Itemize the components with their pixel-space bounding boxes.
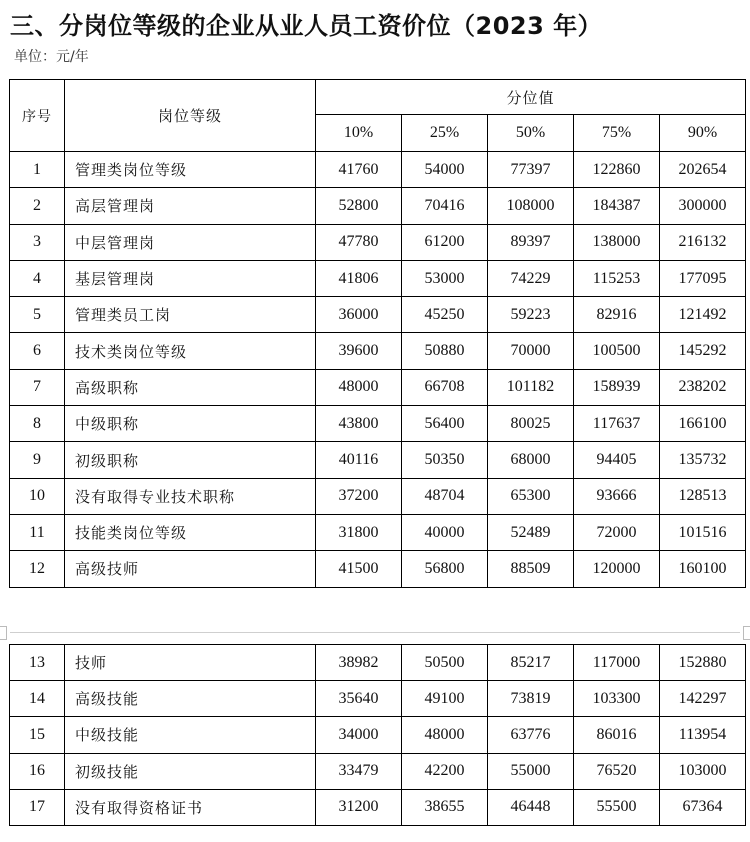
row-index: 5 bbox=[10, 297, 65, 333]
row-value-p25: 66708 bbox=[402, 369, 488, 405]
row-value-p10: 37200 bbox=[316, 478, 402, 514]
row-index: 8 bbox=[10, 406, 65, 442]
row-value-p90: 238202 bbox=[660, 369, 746, 405]
row-position-level: 中级职称 bbox=[65, 406, 316, 442]
row-value-p25: 38655 bbox=[402, 789, 488, 825]
row-index: 3 bbox=[10, 224, 65, 260]
row-value-p50: 77397 bbox=[488, 152, 574, 188]
row-value-p25: 54000 bbox=[402, 152, 488, 188]
row-position-level: 初级技能 bbox=[65, 753, 316, 789]
row-index: 13 bbox=[10, 645, 65, 681]
row-value-p50: 108000 bbox=[488, 188, 574, 224]
row-value-p10: 41500 bbox=[316, 551, 402, 587]
row-value-p90: 202654 bbox=[660, 152, 746, 188]
row-index: 12 bbox=[10, 551, 65, 587]
row-position-level: 没有取得专业技术职称 bbox=[65, 478, 316, 514]
table-row bbox=[10, 645, 746, 681]
table-row bbox=[10, 717, 746, 753]
row-value-p50: 88509 bbox=[488, 551, 574, 587]
row-value-p10: 33479 bbox=[316, 753, 402, 789]
row-value-p75: 158939 bbox=[574, 369, 660, 405]
row-value-p10: 40116 bbox=[316, 442, 402, 478]
row-value-p75: 100500 bbox=[574, 333, 660, 369]
row-value-p75: 76520 bbox=[574, 753, 660, 789]
row-value-p25: 48000 bbox=[402, 717, 488, 753]
row-value-p25: 50500 bbox=[402, 645, 488, 681]
row-value-p25: 56800 bbox=[402, 551, 488, 587]
table-row bbox=[10, 551, 746, 587]
row-value-p10: 35640 bbox=[316, 681, 402, 717]
row-position-level: 中级技能 bbox=[65, 717, 316, 753]
row-value-p50: 74229 bbox=[488, 260, 574, 296]
row-value-p75: 94405 bbox=[574, 442, 660, 478]
row-value-p90: 67364 bbox=[660, 789, 746, 825]
row-value-p50: 46448 bbox=[488, 789, 574, 825]
row-value-p90: 121492 bbox=[660, 297, 746, 333]
page-corner-mark-right bbox=[743, 626, 750, 640]
row-index: 9 bbox=[10, 442, 65, 478]
row-index: 2 bbox=[10, 188, 65, 224]
row-value-p90: 216132 bbox=[660, 224, 746, 260]
wage-table-part-1 bbox=[9, 79, 746, 588]
row-index: 11 bbox=[10, 514, 65, 550]
row-value-p50: 85217 bbox=[488, 645, 574, 681]
row-value-p90: 177095 bbox=[660, 260, 746, 296]
row-value-p75: 117637 bbox=[574, 406, 660, 442]
row-value-p10: 43800 bbox=[316, 406, 402, 442]
row-value-p90: 300000 bbox=[660, 188, 746, 224]
row-position-level: 初级职称 bbox=[65, 442, 316, 478]
row-value-p10: 38982 bbox=[316, 645, 402, 681]
row-position-level: 管理类员工岗 bbox=[65, 297, 316, 333]
table-row bbox=[10, 188, 746, 224]
row-value-p75: 72000 bbox=[574, 514, 660, 550]
row-value-p75: 117000 bbox=[574, 645, 660, 681]
row-position-level: 技师 bbox=[65, 645, 316, 681]
row-index: 16 bbox=[10, 753, 65, 789]
row-value-p50: 80025 bbox=[488, 406, 574, 442]
row-value-p90: 145292 bbox=[660, 333, 746, 369]
row-value-p75: 93666 bbox=[574, 478, 660, 514]
header-index: 序号 bbox=[10, 80, 65, 152]
row-value-p50: 52489 bbox=[488, 514, 574, 550]
table-body-part-1 bbox=[10, 152, 746, 588]
row-value-p25: 56400 bbox=[402, 406, 488, 442]
row-value-p50: 68000 bbox=[488, 442, 574, 478]
header-p10: 10% bbox=[316, 115, 402, 152]
row-value-p50: 89397 bbox=[488, 224, 574, 260]
row-value-p50: 70000 bbox=[488, 333, 574, 369]
header-percentile-group: 分位值 bbox=[316, 80, 746, 115]
row-value-p75: 138000 bbox=[574, 224, 660, 260]
table-row bbox=[10, 753, 746, 789]
row-value-p50: 73819 bbox=[488, 681, 574, 717]
row-value-p25: 40000 bbox=[402, 514, 488, 550]
row-value-p90: 113954 bbox=[660, 717, 746, 753]
row-value-p25: 48704 bbox=[402, 478, 488, 514]
row-value-p10: 36000 bbox=[316, 297, 402, 333]
row-value-p25: 50350 bbox=[402, 442, 488, 478]
row-value-p50: 55000 bbox=[488, 753, 574, 789]
table-row bbox=[10, 681, 746, 717]
table-row bbox=[10, 406, 746, 442]
row-value-p50: 59223 bbox=[488, 297, 574, 333]
row-value-p10: 39600 bbox=[316, 333, 402, 369]
row-value-p25: 70416 bbox=[402, 188, 488, 224]
row-index: 15 bbox=[10, 717, 65, 753]
row-value-p10: 41806 bbox=[316, 260, 402, 296]
row-value-p75: 122860 bbox=[574, 152, 660, 188]
unit-label: 单位：元/年 bbox=[14, 49, 89, 65]
row-position-level: 中层管理岗 bbox=[65, 224, 316, 260]
row-value-p10: 52800 bbox=[316, 188, 402, 224]
row-value-p75: 184387 bbox=[574, 188, 660, 224]
row-value-p10: 48000 bbox=[316, 369, 402, 405]
row-position-level: 高级技能 bbox=[65, 681, 316, 717]
table-row bbox=[10, 514, 746, 550]
row-value-p75: 86016 bbox=[574, 717, 660, 753]
row-value-p90: 166100 bbox=[660, 406, 746, 442]
row-value-p90: 160100 bbox=[660, 551, 746, 587]
table-body-part-2 bbox=[10, 645, 746, 826]
row-position-level: 没有取得资格证书 bbox=[65, 789, 316, 825]
page-break-line bbox=[10, 632, 740, 633]
table-row bbox=[10, 478, 746, 514]
table-row bbox=[10, 789, 746, 825]
row-value-p90: 128513 bbox=[660, 478, 746, 514]
row-value-p50: 101182 bbox=[488, 369, 574, 405]
table-row bbox=[10, 260, 746, 296]
row-position-level: 高级技师 bbox=[65, 551, 316, 587]
row-value-p90: 142297 bbox=[660, 681, 746, 717]
row-value-p25: 42200 bbox=[402, 753, 488, 789]
row-value-p25: 49100 bbox=[402, 681, 488, 717]
header-p75: 75% bbox=[574, 115, 660, 152]
header-p25: 25% bbox=[402, 115, 488, 152]
row-value-p10: 41760 bbox=[316, 152, 402, 188]
row-value-p10: 34000 bbox=[316, 717, 402, 753]
row-value-p10: 47780 bbox=[316, 224, 402, 260]
row-index: 7 bbox=[10, 369, 65, 405]
row-value-p90: 103000 bbox=[660, 753, 746, 789]
row-value-p75: 103300 bbox=[574, 681, 660, 717]
row-value-p25: 45250 bbox=[402, 297, 488, 333]
row-value-p75: 115253 bbox=[574, 260, 660, 296]
row-position-level: 管理类岗位等级 bbox=[65, 152, 316, 188]
row-index: 1 bbox=[10, 152, 65, 188]
table-row bbox=[10, 442, 746, 478]
page-corner-mark-left bbox=[0, 626, 7, 640]
row-position-level: 技能类岗位等级 bbox=[65, 514, 316, 550]
table-row bbox=[10, 333, 746, 369]
row-value-p75: 55500 bbox=[574, 789, 660, 825]
row-value-p25: 61200 bbox=[402, 224, 488, 260]
row-position-level: 基层管理岗 bbox=[65, 260, 316, 296]
row-value-p90: 101516 bbox=[660, 514, 746, 550]
header-name: 岗位等级 bbox=[65, 80, 316, 152]
header-p90: 90% bbox=[660, 115, 746, 152]
header-p50: 50% bbox=[488, 115, 574, 152]
page-break-gap bbox=[0, 594, 750, 644]
row-value-p25: 50880 bbox=[402, 333, 488, 369]
row-value-p90: 152880 bbox=[660, 645, 746, 681]
row-value-p75: 120000 bbox=[574, 551, 660, 587]
row-index: 17 bbox=[10, 789, 65, 825]
row-index: 4 bbox=[10, 260, 65, 296]
row-value-p50: 63776 bbox=[488, 717, 574, 753]
row-position-level: 高层管理岗 bbox=[65, 188, 316, 224]
table-row bbox=[10, 297, 746, 333]
row-position-level: 高级职称 bbox=[65, 369, 316, 405]
table-row bbox=[10, 152, 746, 188]
table-row bbox=[10, 224, 746, 260]
row-value-p10: 31800 bbox=[316, 514, 402, 550]
wage-table-part-2 bbox=[9, 644, 746, 826]
row-index: 10 bbox=[10, 478, 65, 514]
page-title: 三、分岗位等级的企业从业人员工资价位（2023 年） bbox=[10, 12, 603, 40]
table-row bbox=[10, 369, 746, 405]
row-value-p25: 53000 bbox=[402, 260, 488, 296]
row-value-p50: 65300 bbox=[488, 478, 574, 514]
row-value-p75: 82916 bbox=[574, 297, 660, 333]
row-value-p90: 135732 bbox=[660, 442, 746, 478]
row-value-p10: 31200 bbox=[316, 789, 402, 825]
row-index: 14 bbox=[10, 681, 65, 717]
row-position-level: 技术类岗位等级 bbox=[65, 333, 316, 369]
row-index: 6 bbox=[10, 333, 65, 369]
